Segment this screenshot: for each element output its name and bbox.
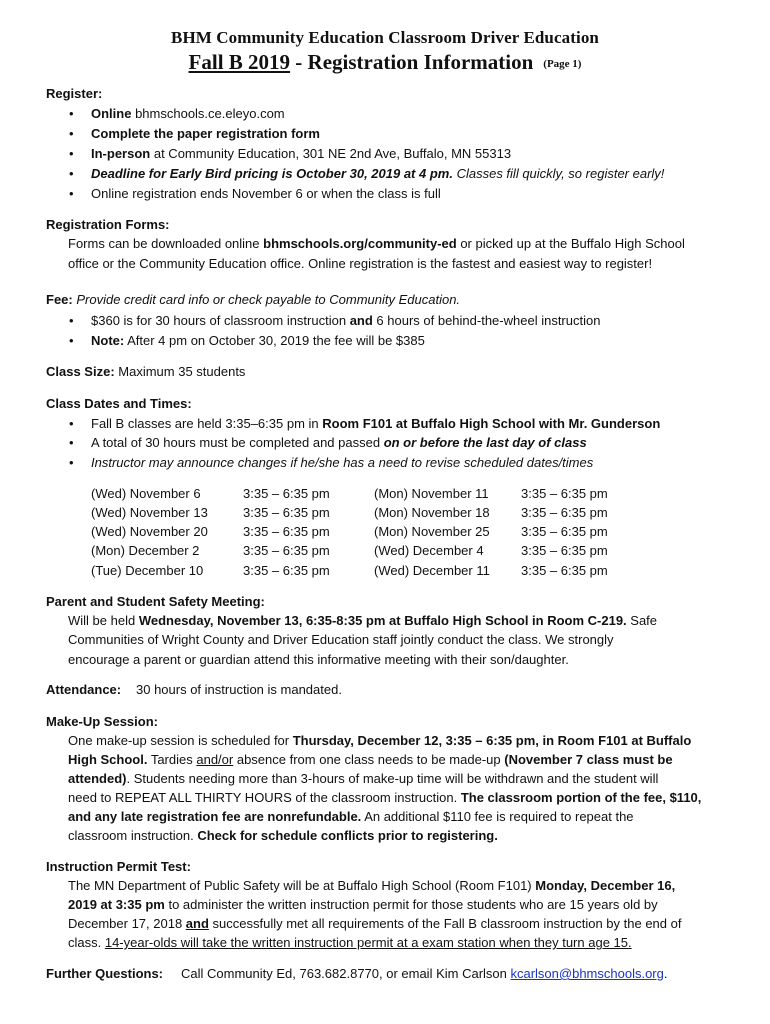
forms-line-1: Forms can be downloaded online bhmschools.org/community-ed or picked up at the Buffalo High School xyxy=(68,236,685,251)
makeup-line-1: One make-up session is scheduled for Thursday, December 12, 3:35 – 6:35 pm, in Room F101 at Buffalo xyxy=(68,733,692,748)
makeup-heading: Make-Up Session: xyxy=(46,714,158,729)
schedule-right-time-4: 3:35 – 6:35 pm xyxy=(521,543,608,558)
further-line: Call Community Ed, 763.682.8770, or email Kim Carlson kcarlson@bhmschools.org. xyxy=(181,966,668,981)
email-link[interactable]: kcarlson@bhmschools.org xyxy=(510,966,664,981)
makeup-line-6: classroom instruction. Check for schedule conflicts prior to registering. xyxy=(68,828,498,843)
schedule-left-day-5: (Tue) December 10 xyxy=(91,563,204,578)
permit-heading: Instruction Permit Test: xyxy=(46,859,191,874)
schedule-left-time-5: 3:35 – 6:35 pm xyxy=(243,563,330,578)
class-size-line: Class Size: Maximum 35 students xyxy=(46,364,246,379)
schedule-right-day-5: (Wed) December 11 xyxy=(374,563,490,578)
page-number: (Page 1) xyxy=(543,58,582,70)
register-item-online-ends: • Online registration ends November 6 or when the class is full xyxy=(69,186,441,201)
makeup-line-5: and any late registration fee are nonrefundable. An additional $110 fee is required to repeat the xyxy=(68,809,634,824)
permit-line-3: December 17, 2018 and successfully met all requirements of the Fall B classroom instruction by the end of xyxy=(68,916,682,931)
document-title: BHM Community Education Classroom Driver Education xyxy=(171,28,599,47)
attendance-text: 30 hours of instruction is mandated. xyxy=(136,682,342,697)
forms-line-2: office or the Community Education office. Online registration is the fastest and easiest way to register! xyxy=(68,256,653,271)
schedule-left-day-3: (Wed) November 20 xyxy=(91,524,208,539)
schedule-right-time-3: 3:35 – 6:35 pm xyxy=(521,524,608,539)
schedule-left-day-2: (Wed) November 13 xyxy=(91,505,208,520)
register-item-online: • Online bhmschools.ce.eleyo.com xyxy=(69,106,285,121)
document-subtitle xyxy=(0,50,770,75)
schedule-left-time-3: 3:35 – 6:35 pm xyxy=(243,524,330,539)
permit-line-4: class. 14-year-olds will take the written instruction permit at a exam station when they turn age 15. xyxy=(68,935,632,950)
further-heading: Further Questions: xyxy=(46,966,164,981)
dates-item-changes: • Instructor may announce changes if he/she has a need to revise scheduled dates/times xyxy=(69,455,594,470)
makeup-line-4: need to REPEAT ALL THIRTY HOURS of the classroom instruction. The classroom portion of the fee, $110, xyxy=(68,790,702,805)
fee-line: Fee: Provide credit card info or check payable to Community Education. xyxy=(46,292,461,307)
permit-line-2: 2019 at 3:35 pm to administer the written instruction permit for those students who are 15 years old by xyxy=(68,897,658,912)
schedule-left-day-4: (Mon) December 2 xyxy=(91,543,200,558)
schedule-right-day-2: (Mon) November 18 xyxy=(374,505,490,520)
subtitle-text: - Registration Information xyxy=(290,50,534,74)
schedule-left-time-1: 3:35 – 6:35 pm xyxy=(243,486,330,501)
forms-heading: Registration Forms: xyxy=(46,217,170,232)
meeting-line-2: Communities of Wright County and Driver Education staff jointly conduct the class. We strongly xyxy=(68,632,614,647)
attendance-heading: Attendance: xyxy=(46,682,122,697)
register-item-deadline: • Deadline for Early Bird pricing is October 30, 2019 at 4 pm. Classes fill quickly, so register early! xyxy=(69,166,665,181)
schedule-left-time-4: 3:35 – 6:35 pm xyxy=(243,543,330,558)
dates-heading: Class Dates and Times: xyxy=(46,396,192,411)
schedule-right-time-1: 3:35 – 6:35 pm xyxy=(521,486,608,501)
register-heading: Register: xyxy=(46,86,103,101)
register-item-in-person: • In-person at Community Education, 301 NE 2nd Ave, Buffalo, MN 55313 xyxy=(69,146,512,161)
schedule-left-day-1: (Wed) November 6 xyxy=(91,486,201,501)
dates-item-room: • Fall B classes are held 3:35–6:35 pm in Room F101 at Buffalo High School with Mr. Gunderson xyxy=(69,416,661,431)
schedule-right-day-4: (Wed) December 4 xyxy=(374,543,484,558)
schedule-right-day-1: (Mon) November 11 xyxy=(374,486,489,501)
permit-line-1: The MN Department of Public Safety will be at Buffalo High School (Room F101) Monday, December 16, xyxy=(68,878,676,893)
makeup-line-2: High School. Tardies and/or absence from one class needs to be made-up (November 7 class must be xyxy=(68,752,673,767)
register-item-paper: • Complete the paper registration form xyxy=(69,126,320,141)
meeting-line-3: encourage a parent or guardian attend this informative meeting with their son/daughter. xyxy=(68,652,569,667)
schedule-left-time-2: 3:35 – 6:35 pm xyxy=(243,505,330,520)
schedule-right-time-5: 3:35 – 6:35 pm xyxy=(521,563,608,578)
schedule-right-time-2: 3:35 – 6:35 pm xyxy=(521,505,608,520)
fee-item-amount: • $360 is for 30 hours of classroom instruction and 6 hours of behind-the-wheel instruction xyxy=(69,313,601,328)
schedule-right-day-3: (Mon) November 25 xyxy=(374,524,490,539)
makeup-line-3: attended). Students needing more than 3-hours of make-up time will be withdrawn and the student will xyxy=(68,771,659,786)
meeting-heading: Parent and Student Safety Meeting: xyxy=(46,594,265,609)
dates-item-hours: • A total of 30 hours must be completed and passed on or before the last day of class xyxy=(69,435,587,450)
term-label: Fall B 2019 xyxy=(188,50,291,74)
meeting-line-1: Will be held Wednesday, November 13, 6:35-8:35 pm at Buffalo High School in Room C-219. Safe xyxy=(68,613,658,628)
fee-item-note: • Note: After 4 pm on October 30, 2019 the fee will be $385 xyxy=(69,333,425,348)
